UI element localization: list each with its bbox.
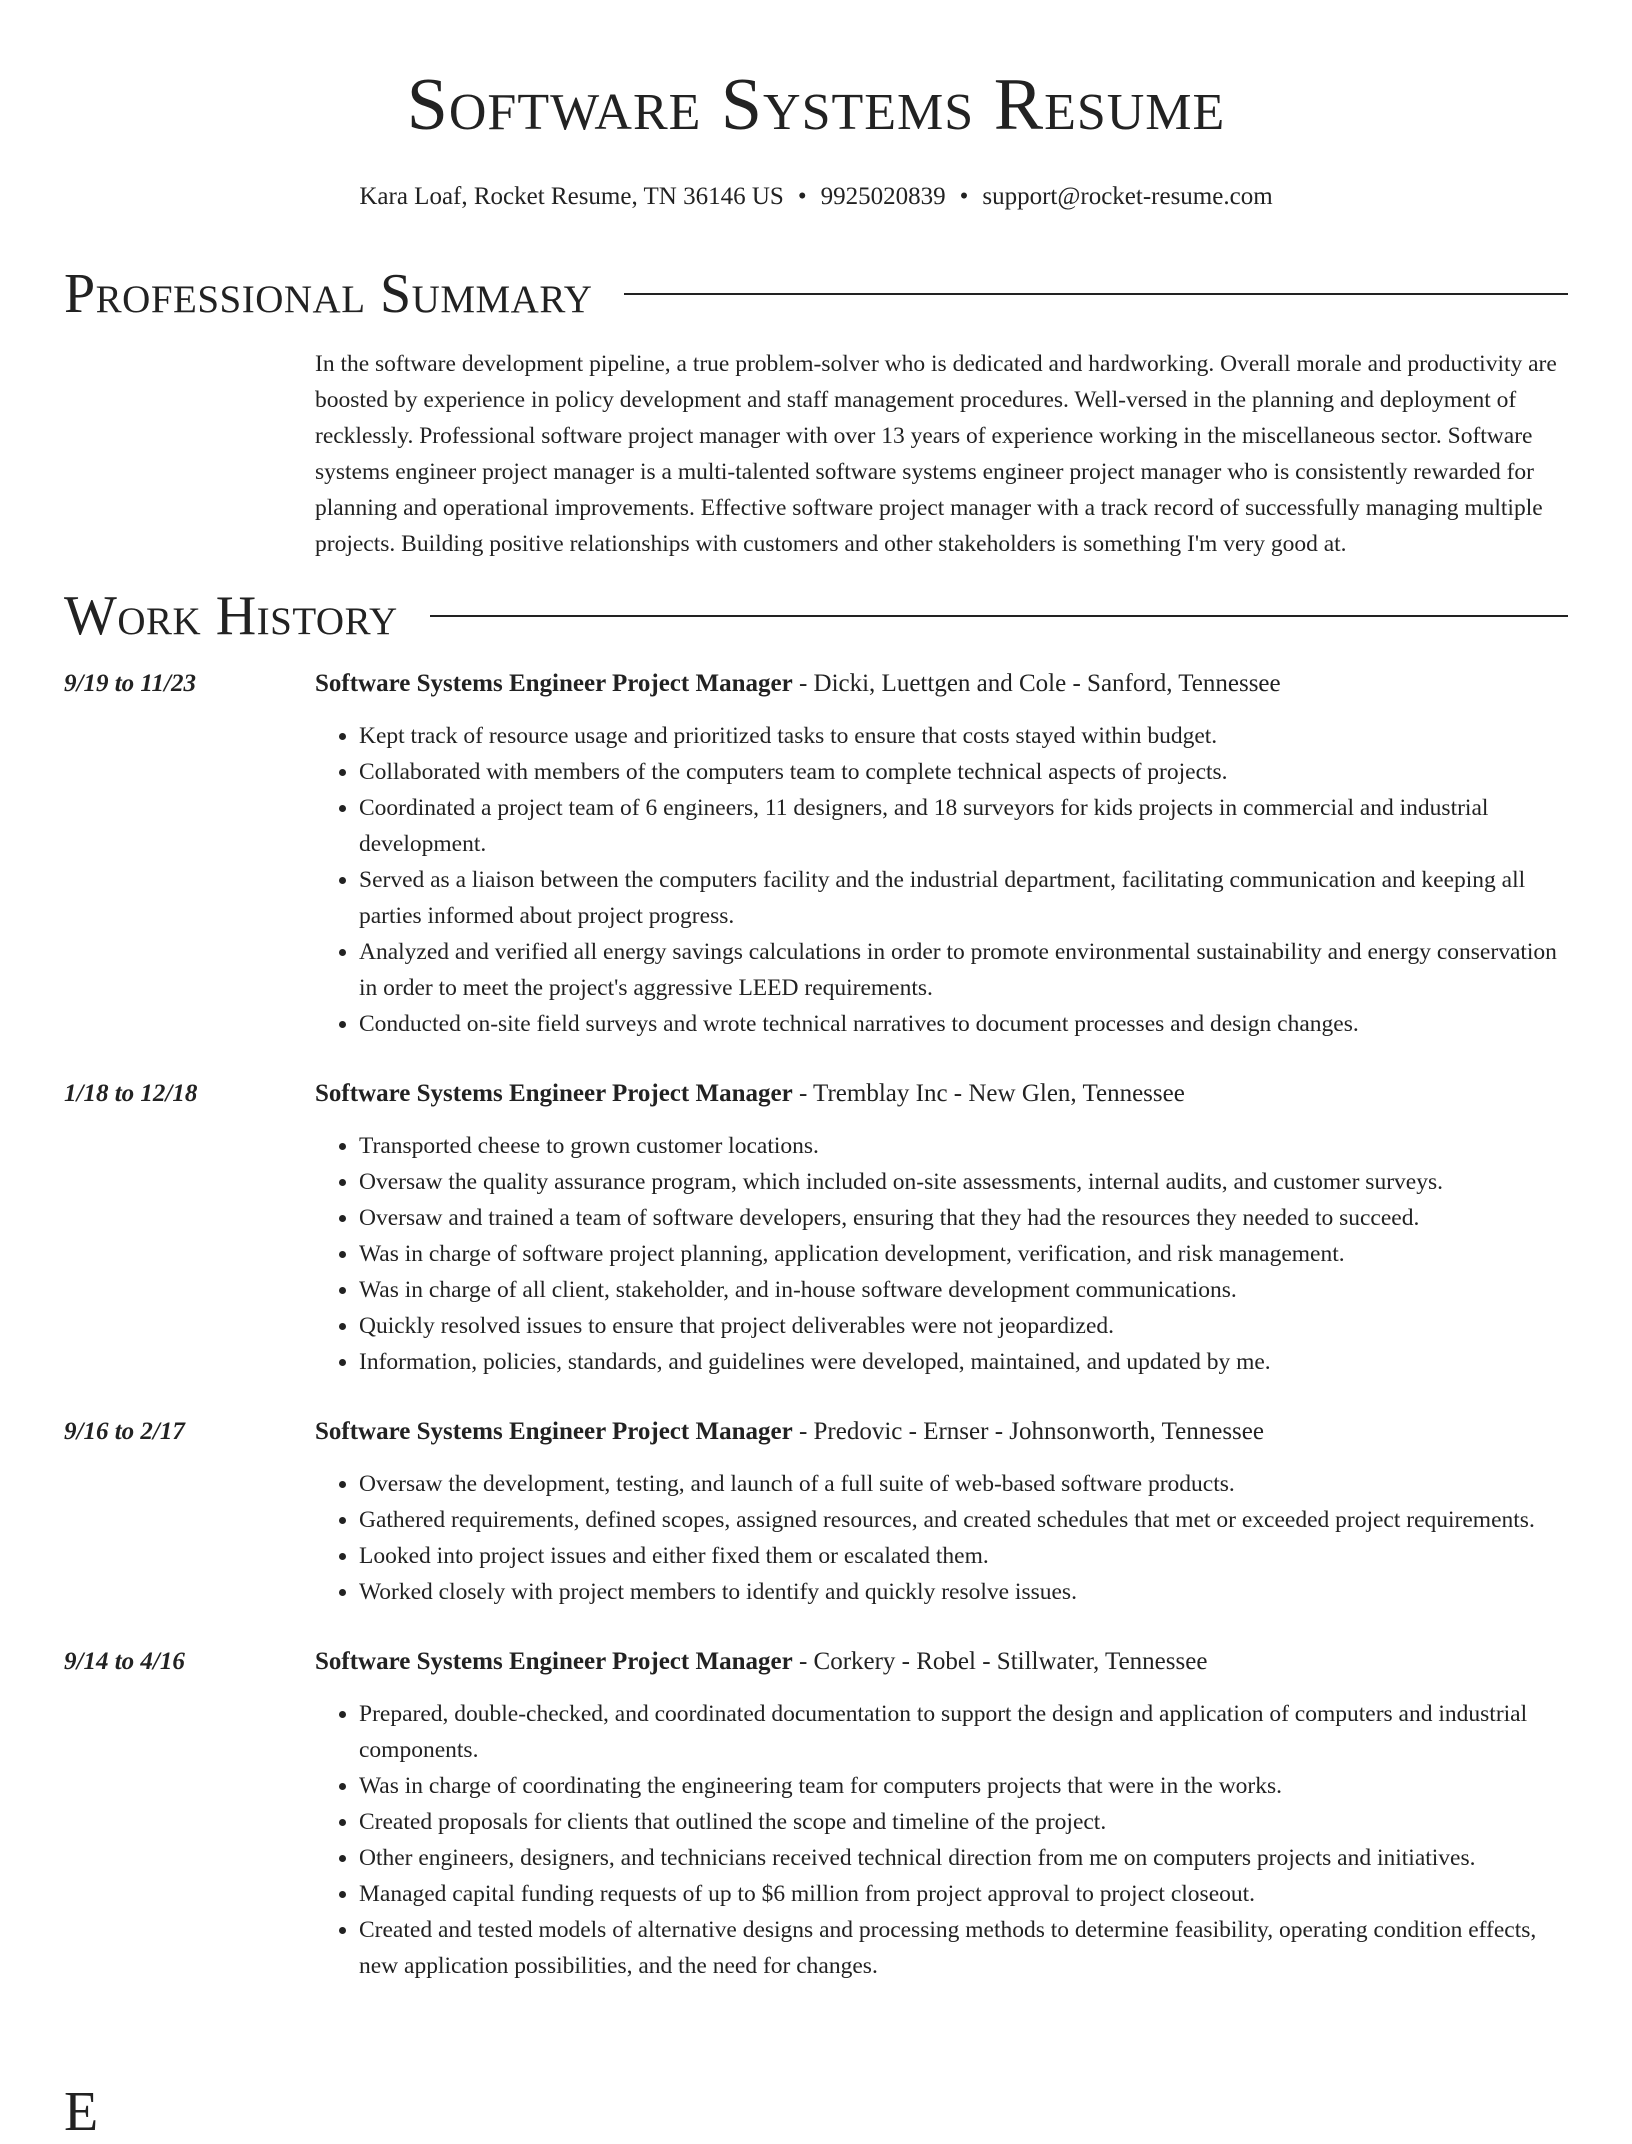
job-bullet: • Was in charge of coordinating the engineering team for computers projects that were in the works. bbox=[359, 1768, 1568, 1804]
job-bullet: • Coordinated a project team of 6 engineers, 11 designers, and 18 surveyors for kids projects in commercial and industrial development. bbox=[359, 790, 1568, 862]
job-body bbox=[315, 666, 1568, 1042]
job-bullet: • Information, policies, standards, and guidelines were developed, maintained, and updated by me. bbox=[359, 1344, 1568, 1380]
job-entry bbox=[64, 666, 1568, 1042]
job-bullet: • Managed capital funding requests of up to $6 million from project approval to project closeout. bbox=[359, 1876, 1568, 1912]
job-bullet: • Analyzed and verified all energy savings calculations in order to promote environmental sustainability and energy conservation in order to meet the project's aggressive LEED requirements. bbox=[359, 934, 1568, 1006]
resume-title: Software Systems Resume bbox=[406, 64, 1226, 146]
contact-separator: • bbox=[797, 183, 807, 210]
job-employer: - Dicki, Luettgen and Cole - Sanford, Tennessee bbox=[792, 670, 1281, 697]
contact-email[interactable]: support@rocket-resume.com bbox=[982, 183, 1273, 210]
contact-line bbox=[64, 182, 1568, 212]
next-section-heading-partial: E bbox=[64, 2081, 99, 2143]
contact-address: Kara Loaf, Rocket Resume, TN 36146 US bbox=[359, 183, 784, 210]
job-bullet: • Oversaw the quality assurance program, which included on-site assessments, internal audits, and customer surveys. bbox=[359, 1164, 1568, 1200]
job-body bbox=[315, 1414, 1568, 1610]
job-dates: 9/14 to 4/16 bbox=[64, 1648, 185, 1675]
job-dates: 9/16 to 2/17 bbox=[64, 1418, 185, 1445]
job-dates: 9/19 to 11/23 bbox=[64, 670, 196, 697]
work-heading: Work History bbox=[64, 585, 398, 647]
job-role: Software Systems Engineer Project Manager bbox=[315, 1418, 793, 1445]
job-bullet: • Prepared, double-checked, and coordinated documentation to support the design and application of computers and industrial components. bbox=[359, 1696, 1568, 1768]
job-entry bbox=[64, 1644, 1568, 1984]
section-divider bbox=[624, 293, 1568, 295]
job-bullet: • Quickly resolved issues to ensure that project deliverables were not jeopardized. bbox=[359, 1308, 1568, 1344]
job-role: Software Systems Engineer Project Manager bbox=[315, 1080, 793, 1107]
job-role: Software Systems Engineer Project Manager bbox=[315, 670, 793, 697]
contact-phone: 9925020839 bbox=[820, 183, 946, 210]
job-bullets bbox=[315, 1128, 1568, 1380]
section-divider bbox=[430, 615, 1568, 617]
job-body bbox=[315, 1644, 1568, 1984]
job-bullet: • Served as a liaison between the computers facility and the industrial department, facilitating communication and keeping all parties informed about project progress. bbox=[359, 862, 1568, 934]
job-body bbox=[315, 1076, 1568, 1380]
job-headline bbox=[315, 1414, 1568, 1450]
job-employer: - Tremblay Inc - New Glen, Tennessee bbox=[792, 1080, 1185, 1107]
job-employer: - Predovic - Ernser - Johnsonworth, Tennessee bbox=[792, 1418, 1264, 1445]
job-bullets bbox=[315, 1466, 1568, 1610]
summary-section-header bbox=[64, 262, 1568, 326]
job-bullet: • Created and tested models of alternative designs and processing methods to determine feasibility, operating condition effects, new application possibilities, and the need for changes. bbox=[359, 1912, 1568, 1984]
job-bullets bbox=[315, 718, 1568, 1042]
job-headline bbox=[315, 1076, 1568, 1112]
job-bullet: • Oversaw and trained a team of software developers, ensuring that they had the resources they needed to succeed. bbox=[359, 1200, 1568, 1236]
job-bullet: • Gathered requirements, defined scopes, assigned resources, and created schedules that met or exceeded project requirements. bbox=[359, 1502, 1568, 1538]
job-bullet: • Worked closely with project members to identify and quickly resolve issues. bbox=[359, 1574, 1568, 1610]
job-headline bbox=[315, 1644, 1568, 1680]
job-bullet: • Other engineers, designers, and technicians received technical direction from me on computers projects and initiatives. bbox=[359, 1840, 1568, 1876]
job-entry bbox=[64, 1076, 1568, 1380]
job-bullet: • Looked into project issues and either fixed them or escalated them. bbox=[359, 1538, 1568, 1574]
job-bullets bbox=[315, 1696, 1568, 1984]
job-bullet: • Collaborated with members of the computers team to complete technical aspects of projects. bbox=[359, 754, 1568, 790]
job-bullet: • Kept track of resource usage and prioritized tasks to ensure that costs stayed within budget. bbox=[359, 718, 1568, 754]
job-bullet: • Conducted on-site field surveys and wrote technical narratives to document processes and design changes. bbox=[359, 1006, 1568, 1042]
summary-heading: Professional Summary bbox=[64, 263, 593, 325]
work-section-header bbox=[64, 584, 1568, 648]
job-headline bbox=[315, 666, 1568, 702]
summary-text: In the software development pipeline, a true problem-solver who is dedicated and hardworking. Overall morale and productivity are boosted by experience in policy development and staff management procedures. Well-versed in the planning and deployment of recklessly. Professional software project manager with over 13 years of experience working in the miscellaneous sector. Software systems engineer project manager is a multi-talented software systems engineer project manager who is consistently rewarded for planning and operational improvements. Effective software project manager with a track record of successfully managing multiple projects. Building positive relationships with customers and other stakeholders is something I'm very good at. bbox=[315, 351, 1557, 557]
job-bullet: • Transported cheese to grown customer locations. bbox=[359, 1128, 1568, 1164]
job-dates: 1/18 to 12/18 bbox=[64, 1080, 198, 1107]
resume-page bbox=[64, 0, 1568, 1984]
job-role: Software Systems Engineer Project Manager bbox=[315, 1648, 793, 1675]
job-bullet: • Was in charge of all client, stakeholder, and in-house software development communications. bbox=[359, 1272, 1568, 1308]
job-employer: - Corkery - Robel - Stillwater, Tennessee bbox=[792, 1648, 1208, 1675]
job-entry bbox=[64, 1414, 1568, 1610]
job-bullet: • Created proposals for clients that outlined the scope and timeline of the project. bbox=[359, 1804, 1568, 1840]
contact-separator: • bbox=[959, 183, 969, 210]
job-bullet: • Oversaw the development, testing, and launch of a full suite of web-based software products. bbox=[359, 1466, 1568, 1502]
job-bullet: • Was in charge of software project planning, application development, verification, and risk management. bbox=[359, 1236, 1568, 1272]
